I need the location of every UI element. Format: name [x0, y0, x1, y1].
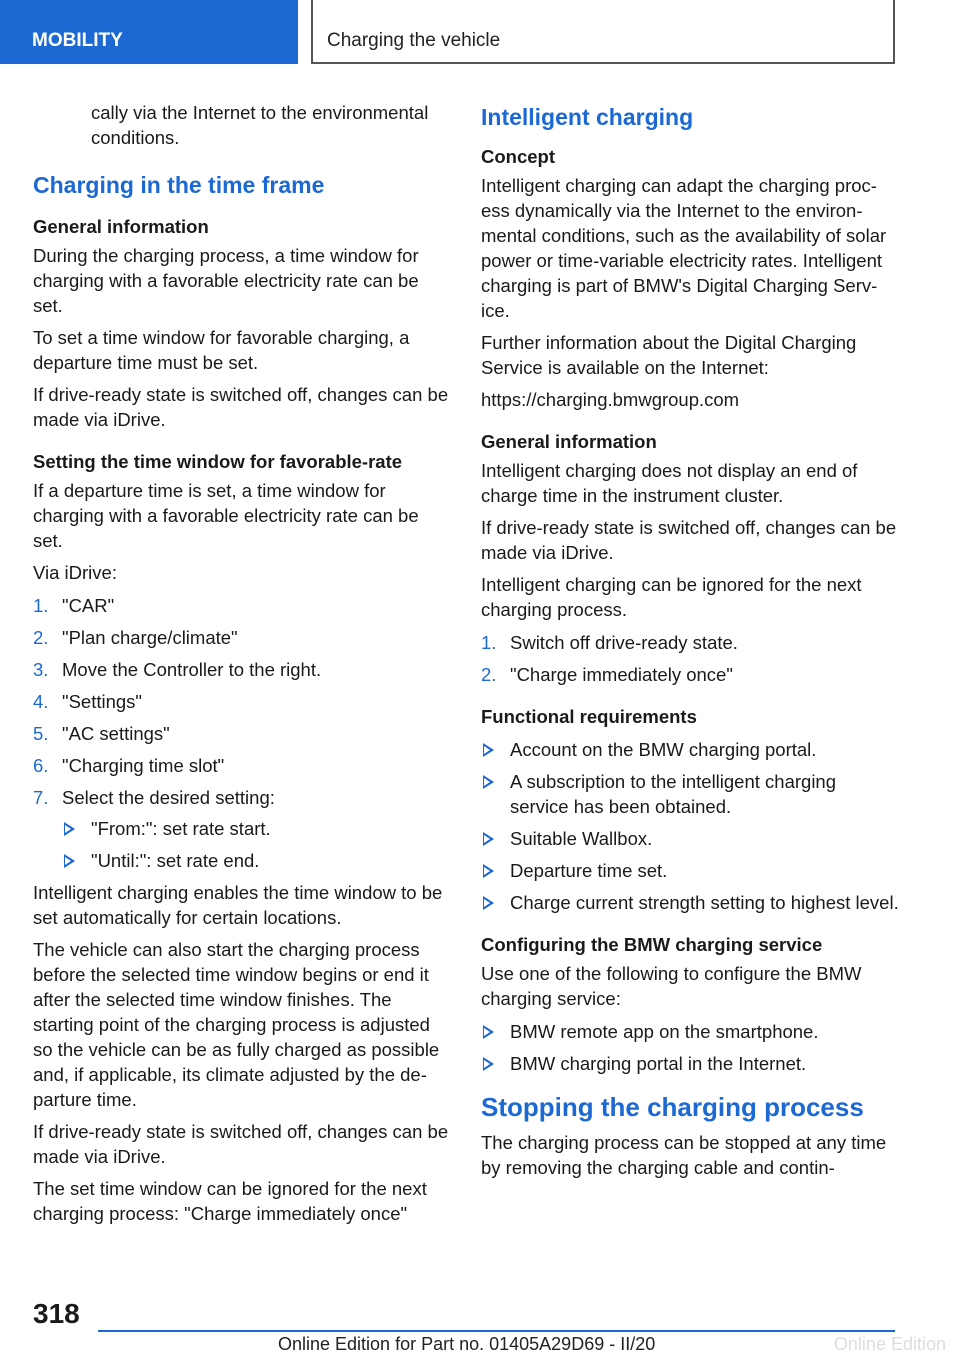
triangle-bullet-icon [483, 896, 494, 910]
heading-general-info: General information [481, 431, 657, 452]
page-number: 318 [33, 1298, 80, 1329]
list-item: 2. "Charge immediately once" [481, 664, 733, 685]
list-item: BMW remote app on the smartphone. [481, 1019, 899, 1044]
heading-configuring-service: Configuring the BMW charging service [481, 934, 823, 955]
paragraph: Use one of the following to configure the BMW charging service: [481, 963, 862, 1009]
paragraph: The vehicle can also start the charging process before the selected time window begins or end it after the selected time window finishes. The starting point of the charging process is adjusted so the vehicle can be as fully charged as possible and, if applicable, its climate adjusted by the de- parture time. [33, 939, 440, 1110]
intro-text: cally via the Internet to the environmental conditions. [91, 102, 429, 148]
sub-list [62, 816, 451, 873]
heading-setting-window: Setting the time window for favorable-rate [33, 451, 403, 472]
paragraph: During the charging process, a time window for charging with a favorable electricity rate can be set. [33, 245, 419, 316]
sub-list-item: "From:": set rate start. [62, 816, 451, 841]
triangle-bullet-icon [483, 1025, 494, 1039]
paragraph: Further information about the Digital Charging Service is available on the Internet: [481, 332, 857, 378]
paragraph: To set a time window for favorable charging, a departure time must be set. [33, 327, 410, 373]
paragraph: The charging process can be stopped at any time by removing the charging cable and contin- [481, 1132, 887, 1178]
list-item: Suitable Wallbox. [481, 826, 899, 851]
watermark: Online Edition [833, 1334, 946, 1354]
paragraph: The set time window can be ignored for the next charging process: "Charge immediately once" [33, 1178, 427, 1224]
heading-general-info: General information [33, 216, 209, 237]
footer-divider [98, 1330, 895, 1332]
paragraph: Via iDrive: [33, 562, 117, 583]
heading-concept: Concept [481, 146, 555, 167]
list-item: A subscription to the intelligent charging service has been obtained. [481, 769, 899, 819]
left-column [33, 100, 451, 1233]
triangle-bullet-icon [483, 775, 494, 789]
list-item: Charge current strength setting to highest level. [481, 890, 899, 915]
list-item: Departure time set. [481, 858, 899, 883]
list-item: 1. Switch off drive-ready state. [481, 632, 738, 653]
list-item: 5. "AC settings" [33, 723, 170, 744]
paragraph: If drive-ready state is switched off, changes can be made via iDrive. [33, 384, 449, 430]
heading-intelligent-charging: Intelligent charging [481, 104, 694, 130]
list-item: BMW charging portal in the Internet. [481, 1051, 899, 1076]
paragraph: Intelligent charging can be ignored for the next charging process. [481, 574, 862, 620]
triangle-bullet-icon [483, 1057, 494, 1071]
triangle-bullet-icon [483, 864, 494, 878]
heading-stopping-charging: Stopping the charging process [481, 1092, 864, 1122]
page-title: Charging the vehicle [311, 0, 895, 64]
list-item: 4. "Settings" [33, 691, 142, 712]
paragraph: If drive-ready state is switched off, changes can be made via iDrive. [33, 1121, 449, 1167]
requirements-list [481, 737, 899, 915]
edition-text: Online Edition for Part no. 01405A29D69 - II/20 [278, 1334, 656, 1354]
list-item: 1. "CAR" [33, 595, 115, 616]
list-item: 2. "Plan charge/climate" [33, 627, 238, 648]
triangle-bullet-icon [64, 822, 75, 836]
paragraph: Intelligent charging does not display an end of charge time in the instrument cluster. [481, 460, 858, 506]
url-link[interactable]: https://charging.bmwgroup.com [481, 389, 740, 410]
triangle-bullet-icon [64, 854, 75, 868]
section-tab: MOBILITY [0, 0, 298, 64]
paragraph: If drive-ready state is switched off, changes can be made via iDrive. [481, 517, 897, 563]
list-item: Account on the BMW charging portal. [481, 737, 899, 762]
idrive-steps-list [33, 593, 451, 873]
triangle-bullet-icon [483, 743, 494, 757]
ignore-steps-list [481, 630, 899, 687]
right-column [481, 100, 899, 1187]
list-item: 7. Select the desired setting: "From:": set rate start. "Until:": set rate end. [33, 785, 451, 873]
paragraph: If a departure time is set, a time window for charging with a favorable electricity rate can be set. [33, 480, 419, 551]
heading-time-frame: Charging in the time frame [33, 172, 325, 198]
list-item: 6. "Charging time slot" [33, 755, 225, 776]
paragraph: Intelligent charging can adapt the charging proc- ess dynamically via the Internet to the environ- mental conditions, such as the availability of solar power or time-variable electricity rates. Intelligent charging is part of BMW's Digital Charging Serv- ice. [481, 175, 887, 321]
triangle-bullet-icon [483, 832, 494, 846]
config-list [481, 1019, 899, 1076]
sub-list-item: "Until:": set rate end. [62, 848, 451, 873]
heading-functional-requirements: Functional requirements [481, 706, 697, 727]
list-item: 3. Move the Controller to the right. [33, 659, 322, 680]
paragraph: Intelligent charging enables the time window to be set automatically for certain locations. [33, 882, 443, 928]
